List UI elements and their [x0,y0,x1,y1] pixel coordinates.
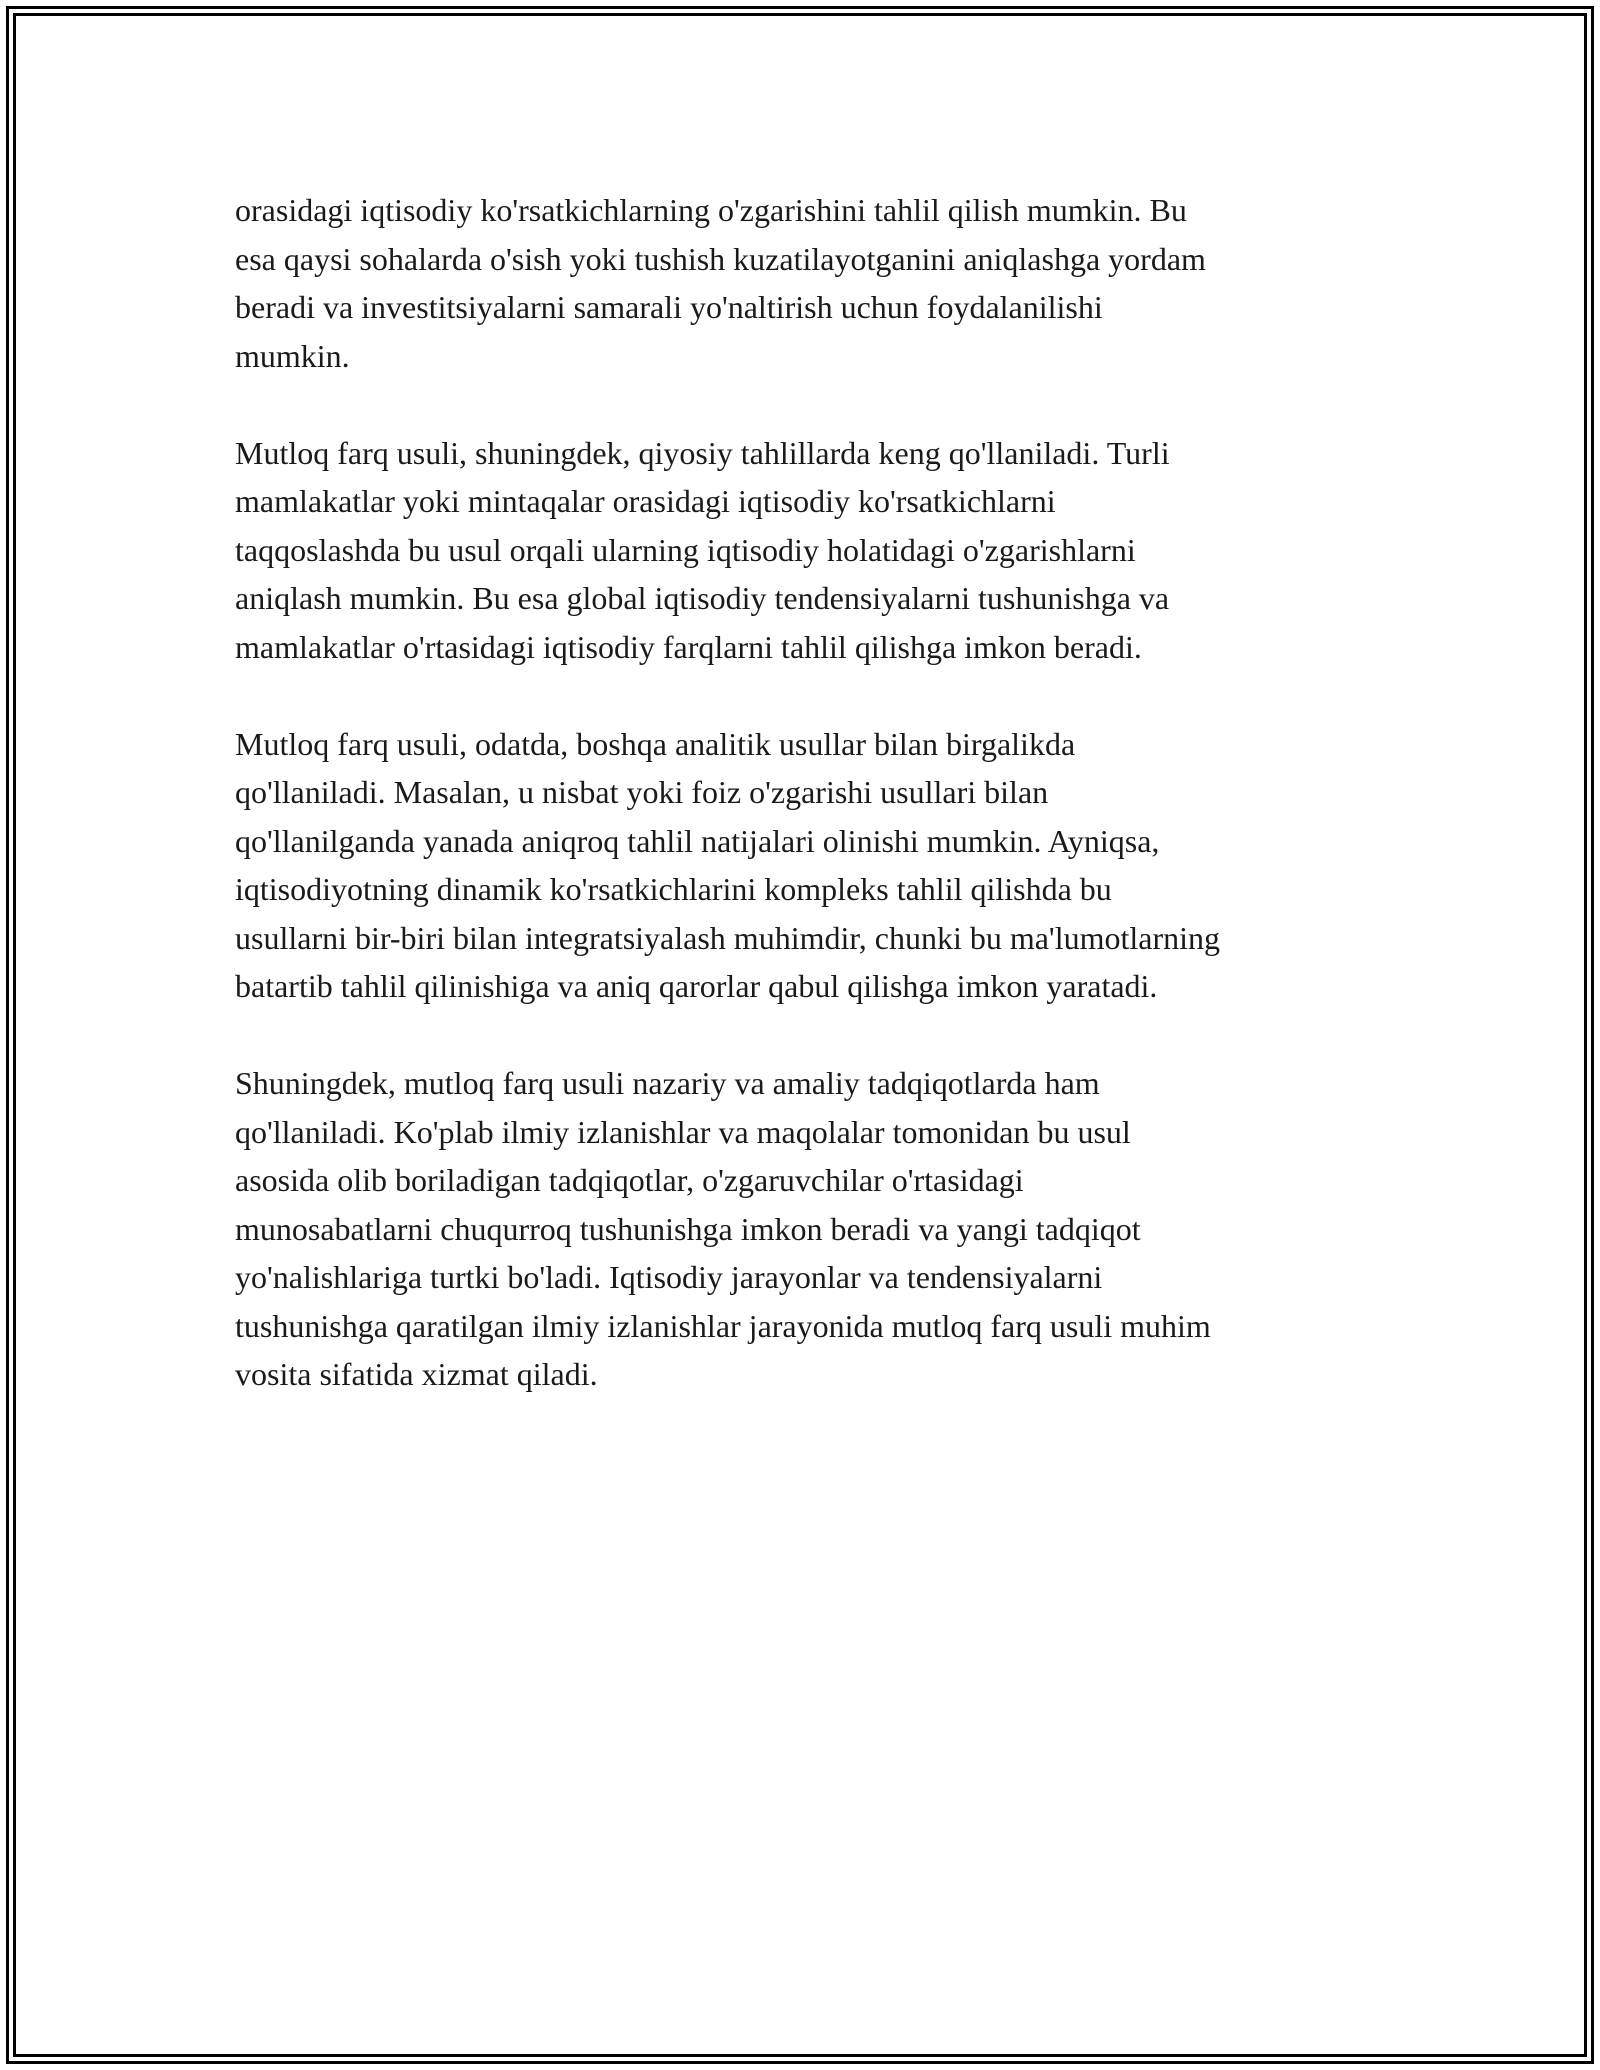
text-line: Shuningdek, mutloq farq usuli nazariy va amaliy tadqiqotlarda ham [235,1065,1100,1101]
text-line: orasidagi iqtisodiy ko'rsatkichlarning o'zgarishini tahlil qilish mumkin. Bu [235,192,1187,228]
text-line: tushunishga qaratilgan ilmiy izlanishlar jarayonida mutloq farq usuli muhim [235,1307,1211,1344]
text-line: vosita sifatida xizmat qiladi. [235,1356,598,1392]
paragraph-1 [235,186,1375,380]
paragraph-4 [235,1059,1375,1399]
text-line: esa qaysi sohalarda o'sish yoki tushish kuzatilayotganini aniqlashga yordam [235,240,1206,277]
text-line: qo'llanilganda yanada aniqroq tahlil natijalari olinishi mumkin. Ayniqsa, [235,822,1160,859]
paragraph-3 [235,720,1375,1011]
text-line: Mutloq farq usuli, odatda, boshqa analitik usullar bilan birgalikda [235,725,1076,762]
text-line: Mutloq farq usuli, shuningdek, qiyosiy tahlillarda keng qo'llaniladi. Turli [235,434,1170,471]
text-line: yo'nalishlariga turtki bo'ladi. Iqtisodiy jarayonlar va tendensiyalarni [235,1259,1103,1295]
text-line: taqqoslashda bu usul orqali ularning iqtisodiy holatidagi o'zgarishlarni [235,531,1136,568]
text-line: qo'llaniladi. Ko'plab ilmiy izlanishlar va maqolalar tomonidan bu usul [235,1113,1131,1150]
text-line: mamlakatlar o'rtasidagi iqtisodiy farqlarni tahlil qilishga imkon beradi. [235,628,1142,665]
text-line: usullarni bir-biri bilan integratsiyalash muhimdir, chunki bu ma'lumotlarning [235,919,1220,956]
paragraph-2 [235,429,1375,672]
text-line: batartib tahlil qilinishiga va aniq qarorlar qabul qilishga imkon yaratadi. [235,968,1158,1004]
text-line: mumkin. [235,337,350,374]
text-line: qo'llaniladi. Masalan, u nisbat yoki foiz o'zgarishi usullari bilan [235,774,1049,810]
text-line: beradi va investitsiyalarni samarali yo'naltirish uchun foydalanilishi [235,289,1103,325]
document-body [235,186,1375,1447]
text-line: mamlakatlar yoki mintaqalar orasidagi iqtisodiy ko'rsatkichlarni [235,483,1056,519]
text-line: asosida olib boriladigan tadqiqotlar, o'zgaruvchilar o'rtasidagi [235,1162,1024,1198]
text-line: iqtisodiyotning dinamik ko'rsatkichlarini kompleks tahlil qilishda bu [235,871,1112,907]
text-line: aniqlash mumkin. Bu esa global iqtisodiy tendensiyalarni tushunishga va [235,580,1170,616]
text-line: munosabatlarni chuqurroq tushunishga imkon beradi va yangi tadqiqot [235,1210,1141,1247]
